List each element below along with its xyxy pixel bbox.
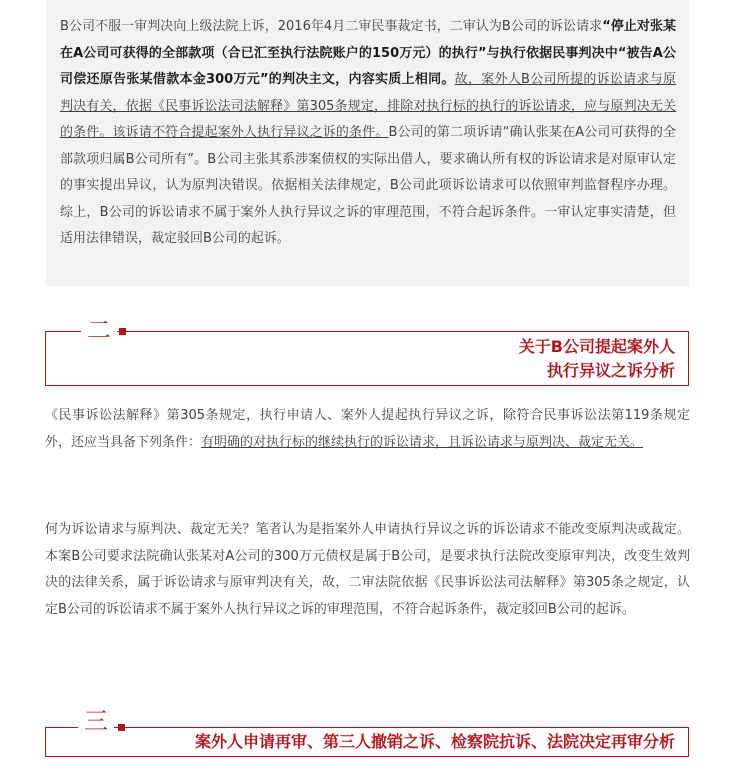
- quote-part2: B公司的第二项诉请“确认张某在A公司可获得的全部款项归属B公司所有”。B公司主张其系涉案债权的实际出借人，要求确认所有权的诉讼请求是对原审认定的事实提出异议，认为原判决错误。依据相关法律规定，B公司此项诉讼请求可以依照审判监督程序办理。综上，B公司的诉讼请求不属于案外人执行异议之诉的审理范围，不符合起诉条件。一审认定事实清楚，但适用法律错误，裁定驳回B公司的起诉。: [60, 125, 676, 246]
- section-2-header: [45, 318, 689, 386]
- quote-underlined-text: 故，案外人B公司所提的诉讼请求与原判决有关，依据《民事诉讼法司法解释》第305条规定，排除对执行标的执行的诉讼请求，应与原判决无关的条件。该诉请不符合提起案外人执行异议之诉的条件。: [60, 72, 676, 140]
- paragraph-305-underlined: 有明确的对执行标的继续执行的诉讼请求，且诉讼请求与原判决、裁定无关。: [201, 434, 644, 450]
- paragraph-305-plain: 《民事诉讼法解释》第305条规定，执行申请人、案外人提起执行异议之诉，除符合民事诉讼法第119条规定外，还应当具备下列条件：: [45, 408, 690, 450]
- section-3-marker: [118, 724, 125, 731]
- paragraph-305-rule: [45, 403, 690, 456]
- section-2-number: 二: [81, 318, 117, 342]
- section-2-title: [519, 335, 675, 383]
- section-3-number: 三: [78, 709, 114, 733]
- section-2-title-line1: 关于B公司提起案外人: [518, 337, 675, 356]
- section-3-header: [45, 705, 689, 763]
- section-2-marker: [119, 328, 126, 335]
- quote-part1: B公司不服一审判决向上级法院上诉，2016年4月二审民事裁定书，二审认为B公司的诉讼请求: [60, 19, 603, 34]
- section-3-title: 案外人申请再审、第三人撤销之诉、检察院抗诉、法院决定再审分析: [194, 732, 675, 751]
- quote-text: [60, 14, 676, 253]
- quote-bold-text: “停止对张某在A公司可获得的全部款项（合已汇至执行法院账户的150万元）的执行”与执行依据民事判决中“被告A公司偿还原告张某借款本金300万元”的判决主文，内容实质上相同。: [60, 19, 676, 87]
- section-2-title-line2: 执行异议之诉分析: [546, 361, 675, 380]
- paragraph-analysis: 何为诉讼请求与原判决、裁定无关？笔者认为是指案外人申请执行异议之诉的诉讼请求不能改变原判决或裁定。本案B公司要求法院确认张某对A公司的300万元债权是属于B公司，是要求执行法院改变原审判决，改变生效判决的法律关系，属于诉讼请求与原审判决有关，故，二审法院依据《民事诉讼法司法解释》第305条之规定，认定B公司的诉讼请求不属于案外人执行异议之诉的审理范围，不符合起诉条件，裁定驳回B公司的起诉。: [45, 522, 690, 617]
